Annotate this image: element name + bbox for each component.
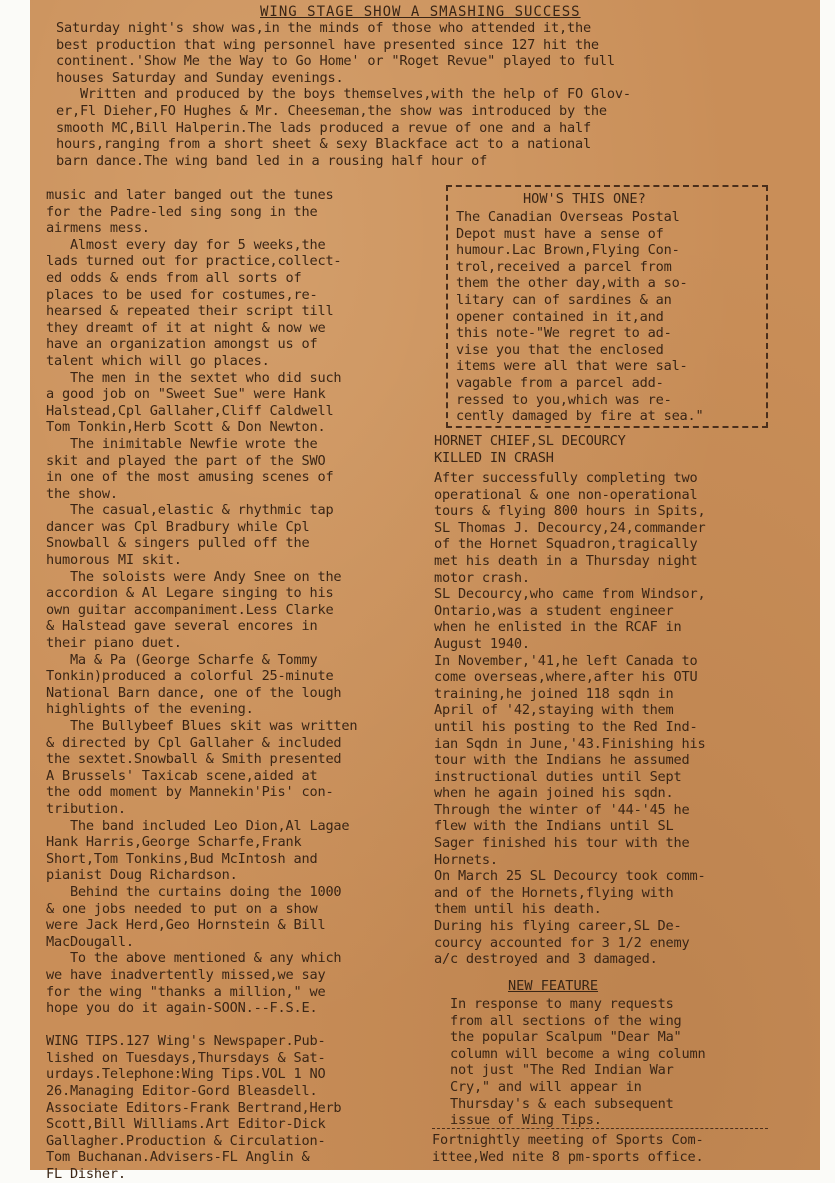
- hows-this-one-box: [446, 185, 768, 428]
- sports-committee-note: Fortnightly meeting of Sports Com- ittee,Wed nite 8 pm-sports office.: [432, 1132, 704, 1165]
- divider-rule: [432, 1128, 768, 1129]
- headline: WING STAGE SHOW A SMASHING SUCCESS: [260, 4, 581, 20]
- box-title: HOW'S THIS ONE?: [523, 191, 646, 207]
- hornet-chief-heading: HORNET CHIEF,SL DECOURCY KILLED IN CRASH: [434, 433, 626, 466]
- new-feature-title: NEW FEATURE: [508, 978, 599, 994]
- box-body: The Canadian Overseas Postal Depot must have a sense of humour.Lac Brown,Flying Con- trol,received a parcel from them the other day,with a so- litary can of sardines & an opener contained in it,and this note-"We regret to ad- vise you that the enclosed items were all that were sal- vagable from a parcel add- ressed to you,which was re- cently damaged by fire at sea.": [456, 209, 704, 425]
- hornet-chief-article: After successfully completing two operational & one non-operational tours & flying 800 hours in Spits, SL Thomas J. Decourcy,24,commander of the Hornet Squadron,tragically met his death in a Thursday night motor crash. SL Decourcy,who came from Windsor, Ontario,was a student engineer when he enlisted in the RCAF in August 1940. In November,'41,he left Canada to come overseas,where,after his OTU training,he joined 118 sqdn in April of '42,staying with them until his posting to the Red Ind- ian Sqdn in June,'43.Finishing his tour with the Indians he assumed instructional duties until Sept when he again joined his sqdn. Through the winter of '44-'45 he flew with the Indians until SL Sager finished his tour with the Hornets. On March 25 SL Decourcy took comm- and of the Hornets,flying with them until his death. During his flying career,SL De- courcy accounted for 3 1/2 enemy a/c destroyed and 3 damaged.: [434, 470, 706, 968]
- newspaper-page: [30, 0, 820, 1183]
- new-feature-body: In response to many requests from all sections of the wing the popular Scalpum "Dear Ma" column will become a wing column not just "The Red Indian War Cry," and will appear in Thursday's & each subsequent issue of Wing Tips.: [450, 996, 706, 1129]
- lead-paragraph: Saturday night's show was,in the minds of those who attended it,the best production that wing personnel have presented since 127 hit the continent.'Show Me the Way to Go Home' or "Roget Revue" played to full houses Saturday and Sunday evenings. Written and produced by the boys themselves,with the help of FO Glov- er,Fl Dieher,FO Hughes & Mr. Cheeseman,the show was introduced by the smooth MC,Bill Halperin.The lads produced a revue of one and a half hours,ranging from a short sheet & sexy Blackface act to a national barn dance.The wing band led in a rousing half hour of: [56, 20, 631, 169]
- left-column-article: music and later banged out the tunes for the Padre-led sing song in the airmens mess. Almost every day for 5 weeks,the lads turned out for practice,collect- ed odds & ends from all sorts of places to be used for costumes,re- hearsed & repeated their script till they dreamt of it at night & now we have an organization amongst us of talent which will go places. The men in the sextet who did such a good job on "Sweet Sue" were Hank Halstead,Cpl Gallaher,Cliff Caldwell Tom Tonkin,Herb Scott & Don Newton. The inimitable Newfie wrote the skit and played the part of the SWO in one of the most amusing scenes of the show. The casual,elastic & rhythmic tap dancer was Cpl Bradbury while Cpl Snowball & singers pulled off the humorous MI skit. The soloists were Andy Snee on the accordion & Al Legare singing to his own guitar accompaniment.Less Clarke & Halstead gave several encores in their piano duet. Ma & Pa (George Scharfe & Tommy Tonkin)produced a colorful 25-minute National Barn dance, one of the lough highlights of the evening. The Bullybeef Blues skit was written & directed by Cpl Gallaher & included the sextet.Snowball & Smith presented A Brussels' Taxicab scene,aided at the odd moment by Mannekin'Pis' con- tribution. The band included Leo Dion,Al Lagae Hank Harris,George Scharfe,Frank Short,Tom Tonkins,Bud McIntosh and pianist Doug Richardson. Behind the curtains doing the 1000 & one jobs needed to put on a show were Jack Herd,Geo Hornstein & Bill MacDougall. To the above mentioned & any which we have inadvertently missed,we say for the wing "thanks a million," we hope you do it again-SOON.--F.S.E. WING TIPS.127 Wing's Newspaper.Pub- lished on Tuesdays,Thursdays & Sat- urdays.Telephone:Wing Tips.VOL 1 NO 26.Managing Editor-Gord Bleasdell. Associate Editors-Frank Bertrand,Herb Scott,Bill Williams.Art Editor-Dick Gallagher.Production & Circulation- Tom Buchanan.Advisers-FL Anglin & FL Disher.: [46, 187, 358, 1183]
